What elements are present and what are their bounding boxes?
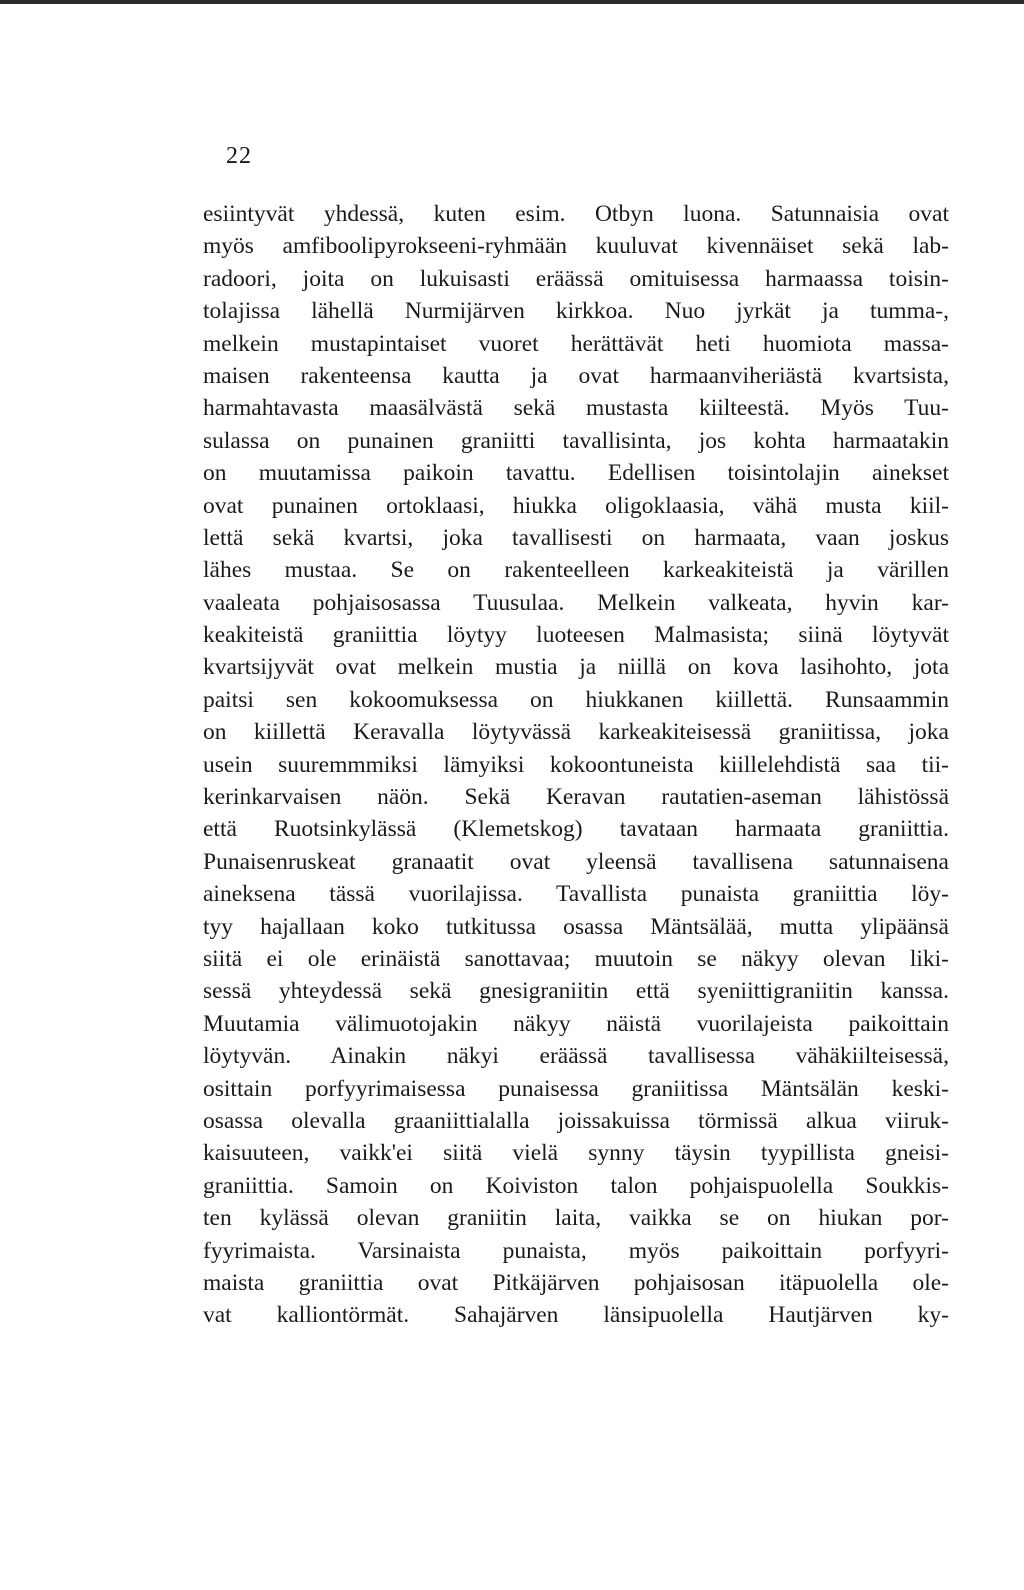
- text-line: sulassa on punainen graniitti tavallisinta, jos kohta harmaatakin: [203, 427, 949, 454]
- scan-edge: [0, 0, 1024, 4]
- text-line: graniittia. Samoin on Koiviston talon pohjaispuolella Soukkis-: [203, 1172, 949, 1199]
- text-line: tyy hajallaan koko tutkitussa osassa Mäntsälää, mutta ylipäänsä: [203, 913, 949, 940]
- text-line: esiintyvät yhdessä, kuten esim. Otbyn luona. Satunnaisia ovat: [203, 201, 949, 227]
- text-line: kerinkarvaisen näön. Sekä Keravan rautatien-aseman lähistössä: [203, 784, 949, 811]
- text-line: vat kalliontörmät. Sahajärven länsipuolella Hautjärven ky-: [203, 1302, 949, 1329]
- text-line: maisen rakenteensa kautta ja ovat harmaanviheriästä kvartsista,: [203, 362, 949, 389]
- body-text: [203, 198, 949, 1332]
- text-line: osittain porfyyrimaisessa punaisessa graniitissa Mäntsälän keski-: [203, 1075, 949, 1102]
- text-line: on muutamissa paikoin tavattu. Edellisen toisintolajin ainekset: [203, 460, 949, 487]
- text-line: ten kylässä olevan graniitin laita, vaikka se on hiukan por-: [203, 1205, 949, 1232]
- text-line: sessä yhteydessä sekä gnesigraniitin että syeniittigraniitin kanssa.: [203, 978, 949, 1005]
- text-line: lettä sekä kvartsi, joka tavallisesti on harmaata, vaan joskus: [203, 524, 949, 551]
- text-line: lähes mustaa. Se on rakenteelleen karkeakiteistä ja värillen: [203, 557, 949, 584]
- text-line: Muutamia välimuotojakin näkyy näistä vuorilajeista paikoittain: [203, 1010, 949, 1037]
- text-line: harmahtavasta maasälvästä sekä mustasta kiilteestä. Myös Tuu-: [203, 395, 949, 422]
- text-line: Punaisenruskeat granaatit ovat yleensä tavallisena satunnaisena: [203, 848, 949, 875]
- text-line: kaisuuteen, vaikk'ei siitä vielä synny täysin tyypillista gneisi-: [203, 1140, 949, 1167]
- text-line: osassa olevalla graaniittialalla joissakuissa törmissä alkua viiruk-: [203, 1107, 949, 1134]
- text-line: että Ruotsinkylässä (Klemetskog) tavataan harmaata graniittia.: [203, 816, 949, 843]
- text-line: melkein mustapintaiset vuoret herättävät heti huomiota massa-: [203, 330, 949, 357]
- text-line: maista graniittia ovat Pitkäjärven pohjaisosan itäpuolella ole-: [203, 1269, 949, 1296]
- text-line: on kiillettä Keravalla löytyvässä karkeakiteisessä graniitissa, joka: [203, 719, 949, 746]
- text-line: löytyvän. Ainakin näkyi eräässä tavallisessa vähäkiilteisessä,: [203, 1043, 949, 1070]
- text-line: keakiteistä graniittia löytyy luoteesen Malmasista; siinä löytyvät: [203, 622, 949, 649]
- text-line: aineksena tässä vuorilajissa. Tavallista punaista graniittia löy-: [203, 881, 949, 908]
- text-line: paitsi sen kokoomuksessa on hiukkanen kiillettä. Runsaammin: [203, 686, 949, 713]
- text-line: kvartsijyvät ovat melkein mustia ja niillä on kova lasihohto, jota: [203, 654, 949, 681]
- page-number: 22: [226, 143, 252, 169]
- text-line: siitä ei ole erinäistä sanottavaa; muutoin se näkyy olevan liki-: [203, 945, 949, 972]
- text-line: fyyrimaista. Varsinaista punaista, myös paikoittain porfyyri-: [203, 1237, 949, 1264]
- text-line: myös amfiboolipyrokseeni-ryhmään kuuluvat kivennäiset sekä lab-: [203, 233, 949, 260]
- text-line: radoori, joita on lukuisasti eräässä omituisessa harmaassa toisin-: [203, 265, 949, 292]
- text-line: tolajissa lähellä Nurmijärven kirkkoa. Nuo jyrkät ja tumma-,: [203, 298, 949, 325]
- text-line: vaaleata pohjaisosassa Tuusulaa. Melkein valkeata, hyvin kar-: [203, 589, 949, 616]
- text-line: usein suuremmmiksi lämyiksi kokoontuneista kiillelehdistä saa tii-: [203, 751, 949, 778]
- text-line: ovat punainen ortoklaasi, hiukka oligoklaasia, vähä musta kiil-: [203, 492, 949, 519]
